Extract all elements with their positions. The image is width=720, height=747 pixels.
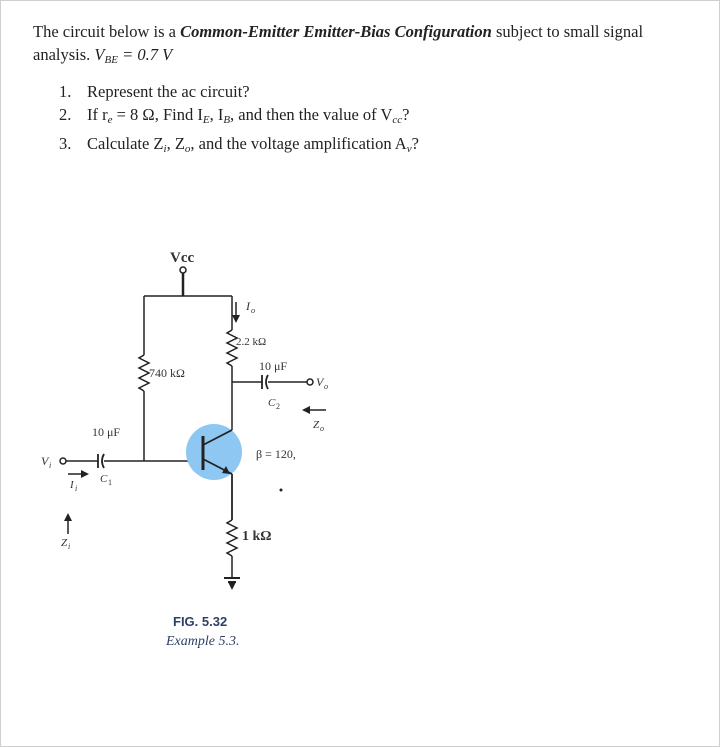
ground-arrow <box>228 582 236 590</box>
c1-value-label: 10 μF <box>92 425 121 439</box>
figure-caption: Example 5.3. <box>166 634 240 649</box>
intro-text-2: subject to small signal analysis. <box>33 22 644 64</box>
vbe-subscript: BE <box>104 54 118 66</box>
io-subscript: o <box>251 306 255 315</box>
figure-number: FIG. 5.32 <box>173 614 228 629</box>
vi-subscript: i <box>49 461 52 470</box>
zo-label: Z <box>313 419 320 431</box>
c2-value-label: 10 μF <box>259 359 288 373</box>
c2-name-label: C <box>268 397 276 409</box>
question-3: 3. Calculate $Z_i$, $Z_o$, and the voltage amplification $A_v$? <box>59 134 419 155</box>
vo-label: V <box>316 375 324 389</box>
io-label: I <box>246 299 250 313</box>
vcc-terminal <box>180 267 186 273</box>
zo-subscript: o <box>320 424 324 433</box>
zi-subscript: i <box>68 542 71 551</box>
intro-text: The circuit below is a <box>33 22 181 41</box>
c2-subscript: 2 <box>276 402 280 411</box>
question-1: 1. Represent the ac circuit? <box>59 82 250 101</box>
base-resistor <box>139 355 149 391</box>
vo-subscript: o <box>324 382 328 391</box>
vbe-symbol: V <box>94 45 105 64</box>
vbe-value: = 0.7 V <box>117 45 173 64</box>
question-2: 2. If $r_e = 8$ Ω, Find $I_E$, $I_B$, and then the value of $V_{cc}$? <box>59 105 410 126</box>
decorative-dot <box>280 489 283 492</box>
vi-label: V <box>41 454 49 468</box>
c1-name-label: C <box>100 473 108 485</box>
re-label: 1 kΩ <box>242 529 272 544</box>
ii-subscript: i <box>75 484 78 493</box>
rb-label: 740 kΩ <box>149 366 185 380</box>
emitter-resistor <box>227 520 237 556</box>
rc-label: 2.2 kΩ <box>236 336 267 348</box>
vo-terminal <box>307 379 313 385</box>
beta-label: β = 120, <box>256 447 296 461</box>
c2-plate-2 <box>266 375 268 389</box>
circuit-title: Common-Emitter Emitter-Bias Configuration <box>180 22 492 41</box>
vi-terminal <box>60 458 66 464</box>
c1-subscript: 1 <box>108 478 112 487</box>
c1-plate-2 <box>102 454 104 468</box>
zi-label: Z <box>61 537 68 549</box>
vcc-label: Vcc <box>170 250 195 266</box>
transistor-body <box>186 424 242 480</box>
ii-label: I <box>70 479 74 491</box>
